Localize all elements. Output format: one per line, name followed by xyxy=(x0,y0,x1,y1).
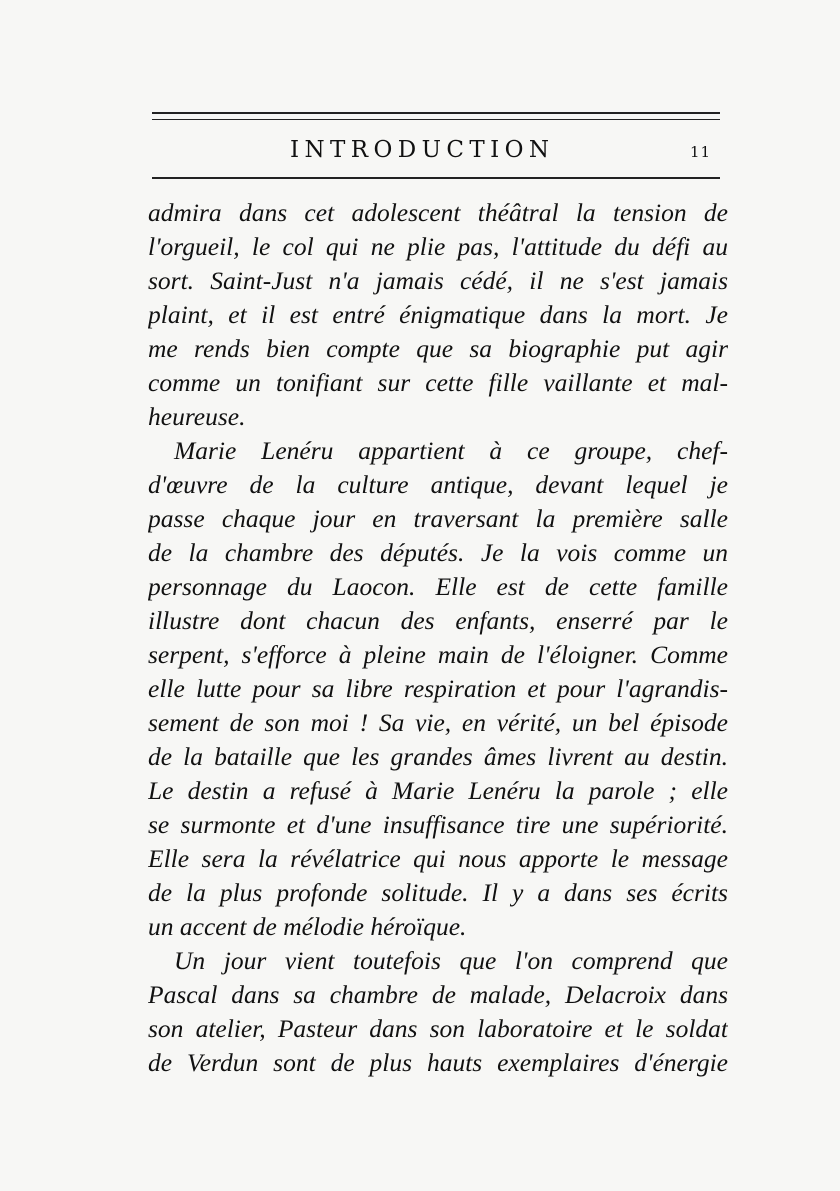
text-line: admira dans cet adolescent théâtral la tension de xyxy=(148,198,728,227)
text-line: de la plus profonde solitude. Il y a dans ses écrits xyxy=(148,878,728,907)
text-line: de la bataille que les grandes âmes livrent au destin. xyxy=(148,742,728,771)
text-line: illustre dont chacun des enfants, enserré par le xyxy=(148,606,728,635)
text-line: Pascal dans sa chambre de malade, Delacroix dans xyxy=(148,980,728,1009)
text-line: Elle sera la révélatrice qui nous apporte le message xyxy=(148,844,728,873)
text-line: un accent de mélodie héroïque. xyxy=(148,912,467,941)
text-line: elle lutte pour sa libre respiration et pour l'agrandis- xyxy=(148,674,728,703)
running-head: INTRODUCTION xyxy=(290,137,555,163)
text-line: de la chambre des députés. Je la vois comme un xyxy=(148,538,728,567)
text-line: sort. Saint-Just n'a jamais cédé, il ne s'est jamais xyxy=(148,266,728,295)
text-line: me rends bien compte que sa biographie put agir xyxy=(148,334,728,363)
header-rule-thin xyxy=(152,119,720,120)
text-line: d'œuvre de la culture antique, devant lequel je xyxy=(148,470,728,499)
text-line: Un jour vient toutefois que l'on comprend que xyxy=(174,946,728,975)
text-line: l'orgueil, le col qui ne plie pas, l'attitude du défi au xyxy=(148,232,728,261)
text-line: Marie Lenéru appartient à ce groupe, chef- xyxy=(174,436,728,465)
body-text xyxy=(148,196,728,1080)
text-line: Le destin a refusé à Marie Lenéru la parole ; elle xyxy=(148,776,728,805)
header-rule-bottom xyxy=(152,177,720,179)
header-rule-thick xyxy=(152,112,720,114)
text-line: comme un tonifiant sur cette fille vaillante et mal- xyxy=(148,368,728,397)
text-line: personnage du Laocon. Elle est de cette famille xyxy=(148,572,728,601)
text-line: son atelier, Pasteur dans son laboratoire et le soldat xyxy=(148,1014,728,1043)
text-line: sement de son moi ! Sa vie, en vérité, un bel épisode xyxy=(148,708,728,737)
text-line: passe chaque jour en traversant la première salle xyxy=(148,504,728,533)
text-line: heureuse. xyxy=(148,402,246,431)
page-number: 11 xyxy=(690,143,712,161)
text-line: se surmonte et d'une insuffisance tire une supériorité. xyxy=(148,810,728,839)
text-line: plaint, et il est entré énigmatique dans la mort. Je xyxy=(148,300,728,329)
text-line: de Verdun sont de plus hauts exemplaires d'énergie xyxy=(148,1048,728,1077)
text-line: serpent, s'efforce à pleine main de l'éloigner. Comme xyxy=(148,640,728,669)
